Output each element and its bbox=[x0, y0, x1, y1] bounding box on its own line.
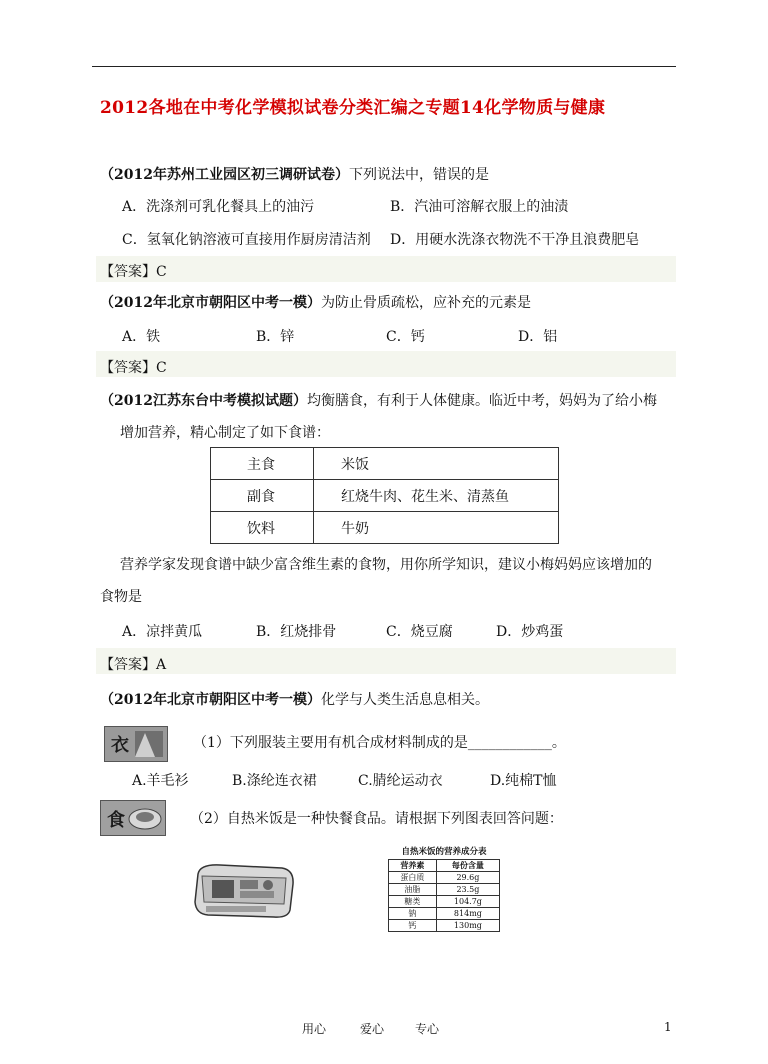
question-3-source: （2012江苏东台中考模拟试题） bbox=[100, 393, 307, 409]
q4-sub1-option-d: D.纯棉T恤 bbox=[490, 773, 557, 789]
q2-option-c: C．钙 bbox=[386, 329, 425, 345]
header-rule bbox=[92, 66, 676, 67]
question-3 bbox=[100, 390, 657, 410]
document-title: 2012各地在中考化学模拟试卷分类汇编之专题14化学物质与健康 bbox=[100, 98, 606, 118]
question-4-stem: 化学与人类生活息息相关。 bbox=[320, 692, 489, 708]
nutrient-name: 钙 bbox=[389, 920, 437, 932]
question-3-followup: 营养学家发现食谱中缺少富含维生素的食物，用你所学知识，建议小梅妈妈应该增加的 bbox=[120, 557, 652, 573]
q2-answer: 【答案】C bbox=[100, 360, 167, 376]
nutrient-amount: 104.7g bbox=[436, 896, 499, 908]
q3-option-b: B．红烧排骨 bbox=[256, 624, 337, 640]
q4-sub1-option-c: C.腈纶运动衣 bbox=[358, 773, 443, 789]
nutrition-caption: 自热米饭的营养成分表 bbox=[401, 847, 487, 857]
nutrient-name: 糖类 bbox=[389, 896, 437, 908]
answer-band-1 bbox=[96, 256, 676, 282]
q4-sub-question-1: （1）下列服装主要用有机合成材料制成的是____________。 bbox=[193, 735, 566, 751]
menu-key: 副食 bbox=[211, 480, 314, 512]
q2-option-d: D．铝 bbox=[518, 329, 558, 345]
question-3-stem-cont: 增加营养，精心制定了如下食谱： bbox=[120, 425, 330, 441]
q3-answer: 【答案】A bbox=[100, 657, 167, 673]
clothing-icon-label: 衣 bbox=[111, 735, 129, 756]
q3-option-d: D．炒鸡蛋 bbox=[496, 624, 564, 640]
question-1 bbox=[100, 164, 489, 184]
table-row bbox=[389, 908, 500, 920]
menu-key: 主食 bbox=[211, 448, 314, 480]
table-row bbox=[389, 884, 500, 896]
nutrient-name: 钠 bbox=[389, 908, 437, 920]
q4-sub-question-2: （2）自热米饭是一种快餐食品。请根据下列图表回答问题： bbox=[190, 811, 563, 827]
page-number: 1 bbox=[664, 1020, 672, 1034]
footer-text-left: 用心 bbox=[302, 1022, 327, 1036]
table-row bbox=[389, 920, 500, 932]
q1-option-c: C．氢氧化钠溶液可直接用作厨房清洁剂 bbox=[122, 232, 371, 248]
table-row bbox=[389, 896, 500, 908]
food-image bbox=[100, 800, 166, 836]
q4-sub1-option-a: A.羊毛衫 bbox=[132, 773, 189, 789]
nutrient-amount: 130mg bbox=[436, 920, 499, 932]
nutrient-amount: 814mg bbox=[436, 908, 499, 920]
table-row bbox=[389, 860, 500, 872]
nutrient-amount: 29.6g bbox=[436, 872, 499, 884]
menu-value: 牛奶 bbox=[314, 512, 559, 544]
q1-option-d: D．用硬水洗涤衣物洗不干净且浪费肥皂 bbox=[390, 232, 640, 248]
nutrition-table bbox=[388, 845, 500, 932]
menu-key: 饮料 bbox=[211, 512, 314, 544]
menu-value: 米饭 bbox=[314, 448, 559, 480]
q3-option-a: A．凉拌黄瓜 bbox=[122, 624, 203, 640]
table-row bbox=[211, 448, 559, 480]
footer-text-right: 专心 bbox=[415, 1022, 440, 1036]
q2-option-a: A．铁 bbox=[122, 329, 161, 345]
question-3-followup-cont: 食物是 bbox=[100, 589, 142, 605]
q1-option-a: A．洗涤剂可乳化餐具上的油污 bbox=[122, 199, 315, 215]
question-1-source: （2012年苏州工业园区初三调研试卷） bbox=[100, 167, 349, 183]
table-row bbox=[211, 480, 559, 512]
q3-option-c: C．烧豆腐 bbox=[386, 624, 453, 640]
question-4-source: （2012年北京市朝阳区中考一模） bbox=[100, 692, 321, 708]
table-row bbox=[211, 512, 559, 544]
nutrient-name: 蛋白质 bbox=[389, 872, 437, 884]
q1-answer: 【答案】C bbox=[100, 264, 167, 280]
q2-option-b: B．锌 bbox=[256, 329, 295, 345]
nutrient-amount: 23.5g bbox=[436, 884, 499, 896]
nutrient-name: 油脂 bbox=[389, 884, 437, 896]
nutrition-header: 每份含量 bbox=[436, 860, 499, 872]
question-3-stem: 均衡膳食，有利于人体健康。临近中考，妈妈为了给小梅 bbox=[306, 393, 657, 409]
nutrition-header: 营养素 bbox=[389, 860, 437, 872]
menu-table bbox=[210, 447, 559, 544]
q4-sub1-option-b: B.涤纶连衣裙 bbox=[232, 773, 317, 789]
clothing-image bbox=[104, 726, 168, 762]
question-2-source: （2012年北京市朝阳区中考一模） bbox=[100, 295, 321, 311]
answer-band-2 bbox=[96, 351, 676, 377]
footer-text-middle: 爱心 bbox=[360, 1022, 385, 1036]
answer-band-3 bbox=[96, 648, 676, 674]
q1-option-b: B．汽油可溶解衣服上的油渍 bbox=[390, 199, 569, 215]
food-illustration bbox=[101, 801, 165, 835]
question-2-stem: 为防止骨质疏松，应补充的元素是 bbox=[320, 295, 531, 311]
clothing-illustration bbox=[105, 727, 167, 761]
food-icon-label: 食 bbox=[107, 810, 125, 831]
menu-value: 红烧牛肉、花生米、清蒸鱼 bbox=[314, 480, 559, 512]
question-1-stem: 下列说法中，错误的是 bbox=[348, 167, 489, 183]
question-4 bbox=[100, 689, 489, 709]
question-2 bbox=[100, 292, 531, 312]
table-row bbox=[389, 872, 500, 884]
rice-package-image bbox=[190, 860, 300, 922]
